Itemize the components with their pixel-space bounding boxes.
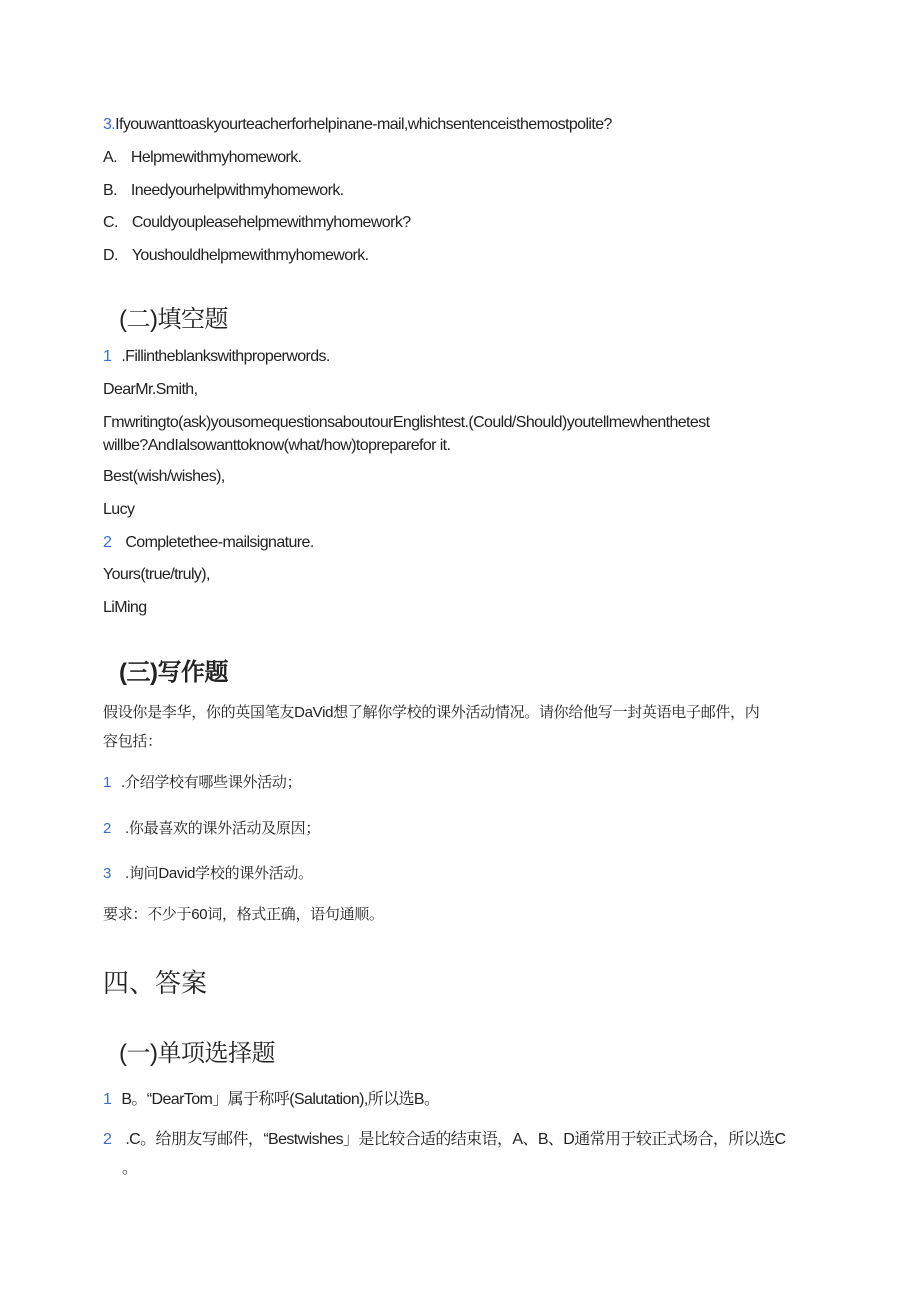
option-text: Couldyoupleasehelpmewithmyhomework? [131, 214, 411, 231]
answer-2-continuation: 。 [122, 1160, 138, 1177]
question-text: .Fillintheblankswithproperwords. [121, 348, 330, 365]
writing-prompt-line-2: 容包括： [103, 733, 162, 750]
section-heading-fill: (二)填空题 [119, 306, 228, 333]
letter-closing: Best(wish/wishes), [103, 468, 225, 485]
option-c [103, 214, 411, 232]
option-d [103, 247, 368, 265]
fill-question-2 [103, 534, 314, 552]
writing-item-2 [103, 817, 320, 838]
answer-number: 2 [103, 1131, 112, 1148]
fill-question-1 [103, 348, 330, 366]
writing-item-3 [103, 862, 313, 883]
item-number: 1 [103, 774, 112, 791]
question-3 [103, 116, 612, 134]
signature-closing: Yours(true/truly), [103, 566, 210, 583]
letter-body-line-2: willbe?AndIalsowanttoknow(what/how)topreparefor it. [103, 437, 451, 454]
option-letter: D. [103, 247, 118, 264]
signature-name: LiMing [103, 599, 147, 616]
answer-2 [103, 1126, 785, 1149]
letter-signature: Lucy [103, 501, 135, 518]
heading-text: (三)写作题 [119, 659, 228, 686]
answer-text: .C。给朋友写邮件，“Bestwishes」是比较合适的结束语，A、B、D通常用于较正式场合，所以选C [125, 1131, 786, 1148]
option-text: Ineedyourhelpwithmyhomework. [130, 182, 344, 199]
letter-body-line-1: Γmwritingto(ask)yousomequestionsaboutourEnglishtest.(Could/Should)youtellmewhenthetest [103, 414, 710, 431]
writing-requirement: 要求：不少于60词，格式正确，语句通顺。 [103, 906, 384, 923]
question-number: 3. [103, 116, 116, 133]
answer-number: 1 [103, 1091, 112, 1108]
section-heading-writing [119, 652, 228, 687]
writing-prompt-line-1: 假设你是李华，你的英国笔友DaVid想了解你学校的课外活动情况。请你给他写一封英语电子邮件，内 [103, 704, 760, 721]
sub-heading-single-choice: (一)单项选择题 [119, 1040, 275, 1067]
writing-item-1 [103, 771, 301, 792]
option-letter: A. [103, 149, 117, 166]
option-letter: C. [103, 214, 118, 231]
option-a [103, 149, 302, 167]
option-text: Youshouldhelpmewithmyhomework. [131, 247, 369, 264]
section-heading-answers: 四、答案 [103, 968, 208, 998]
item-text: .你最喜欢的课外活动及原因； [125, 820, 321, 837]
answer-1 [103, 1086, 439, 1109]
answer-text: B。“DearTom」属于称呼(Salutation),所以选B。 [121, 1091, 440, 1108]
item-text: .询问David学校的课外活动。 [125, 865, 313, 882]
question-text: Completethee-mailsignature. [125, 534, 314, 551]
option-letter: B. [103, 182, 117, 199]
option-text: Helpmewithmyhomework. [130, 149, 302, 166]
option-b [103, 182, 344, 200]
item-number: 2 [103, 820, 112, 837]
item-text: .介绍学校有哪些课外活动； [121, 774, 302, 791]
question-text: Ifyouwanttoaskyourteacherforhelpinane-mail,whichsentenceisthemostpolite? [115, 116, 612, 133]
letter-salutation: DearMr.Smith, [103, 381, 198, 398]
question-number: 2 [103, 534, 112, 551]
question-number: 1 [103, 348, 112, 365]
item-number: 3 [103, 865, 112, 882]
